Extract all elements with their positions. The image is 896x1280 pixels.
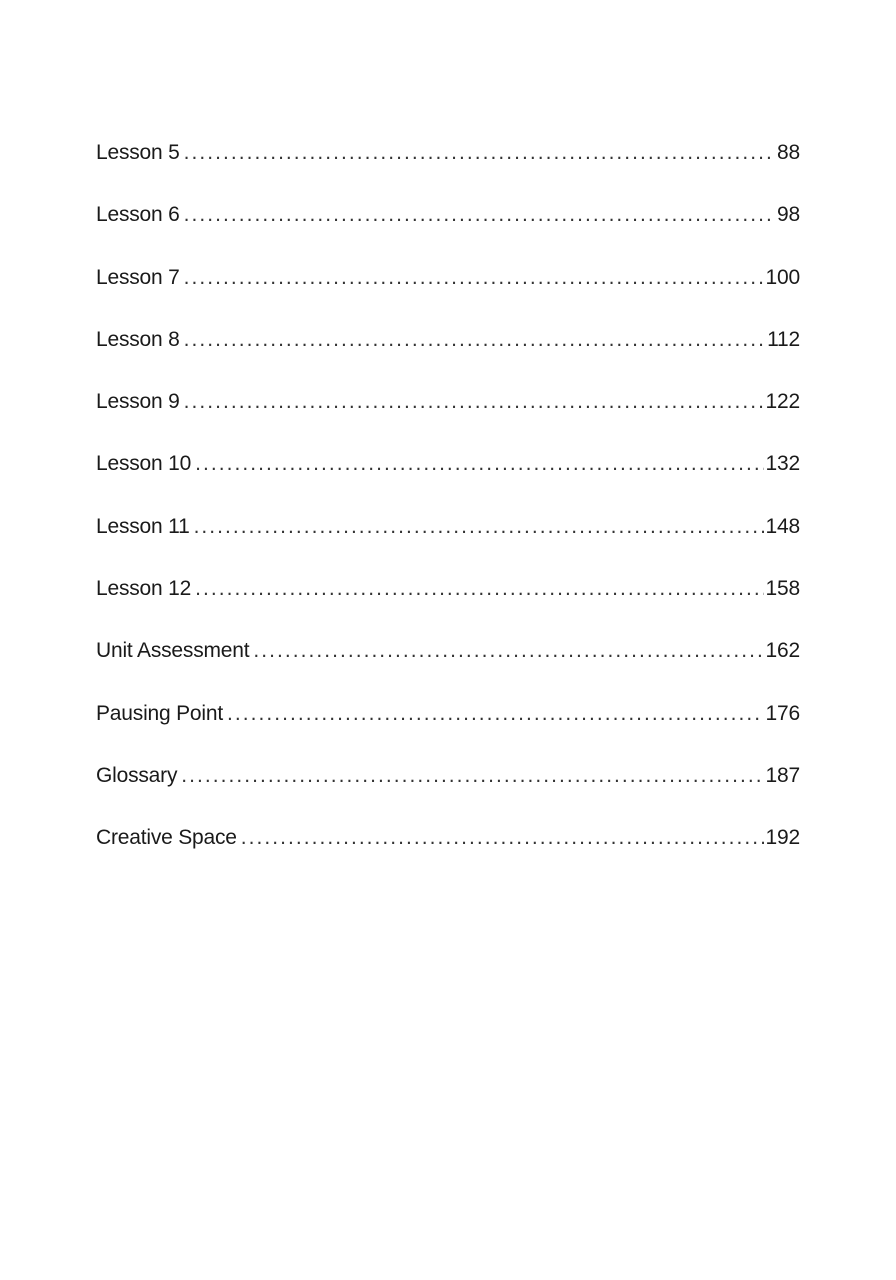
toc-entry-page: 158 <box>765 577 800 601</box>
toc-entry-page: 148 <box>765 514 800 538</box>
toc-dot-leader <box>253 633 763 669</box>
toc-entry-pausing-point[interactable] <box>96 696 800 758</box>
toc-entry-glossary[interactable] <box>96 758 800 820</box>
toc-entry-title: Lesson 9 <box>96 390 180 414</box>
toc-entry-title: Lesson 6 <box>96 203 180 227</box>
toc-entry-lesson-9[interactable] <box>96 384 800 446</box>
table-of-contents <box>96 135 800 883</box>
toc-entry-lesson-11[interactable] <box>96 509 800 571</box>
toc-dot-leader <box>227 696 764 732</box>
toc-dot-leader <box>194 509 764 545</box>
toc-entry-page: 122 <box>765 390 800 414</box>
toc-entry-page: 187 <box>765 763 800 787</box>
toc-entry-page: 100 <box>765 265 800 289</box>
toc-dot-leader <box>181 758 763 794</box>
toc-entry-page: 132 <box>765 452 800 476</box>
toc-dot-leader <box>195 571 763 607</box>
toc-entry-title: Lesson 5 <box>96 141 180 164</box>
toc-entry-lesson-5[interactable] <box>96 135 800 197</box>
toc-entry-page: 192 <box>765 826 800 850</box>
toc-dot-leader <box>184 260 764 296</box>
toc-entry-creative-space[interactable] <box>96 820 800 882</box>
toc-dot-leader <box>184 384 764 420</box>
toc-entry-lesson-8[interactable] <box>96 322 800 384</box>
toc-entry-lesson-7[interactable] <box>96 260 800 322</box>
toc-entry-title: Lesson 7 <box>96 265 180 289</box>
toc-entry-page: 88 <box>777 141 800 164</box>
toc-entry-unit-assessment[interactable] <box>96 633 800 695</box>
toc-entry-title: Lesson 11 <box>96 514 190 538</box>
toc-entry-title: Lesson 10 <box>96 452 192 476</box>
toc-entry-page: 98 <box>777 203 800 227</box>
toc-entry-lesson-12[interactable] <box>96 571 800 633</box>
toc-entry-page: 176 <box>765 701 800 725</box>
toc-entry-title: Lesson 12 <box>96 577 192 601</box>
toc-dot-leader <box>184 135 775 171</box>
toc-dot-leader <box>241 820 764 856</box>
toc-dot-leader <box>195 446 763 482</box>
toc-entry-page: 112 <box>767 327 800 351</box>
toc-entry-title: Pausing Point <box>96 701 223 725</box>
toc-entry-title: Creative Space <box>96 826 237 850</box>
toc-dot-leader <box>184 322 765 358</box>
toc-entry-title: Glossary <box>96 763 178 787</box>
toc-entry-lesson-10[interactable] <box>96 446 800 508</box>
toc-entry-lesson-6[interactable] <box>96 197 800 259</box>
toc-entry-page: 162 <box>765 639 800 663</box>
toc-entry-title: Unit Assessment <box>96 639 250 663</box>
toc-entry-title: Lesson 8 <box>96 327 180 351</box>
toc-dot-leader <box>184 197 775 233</box>
